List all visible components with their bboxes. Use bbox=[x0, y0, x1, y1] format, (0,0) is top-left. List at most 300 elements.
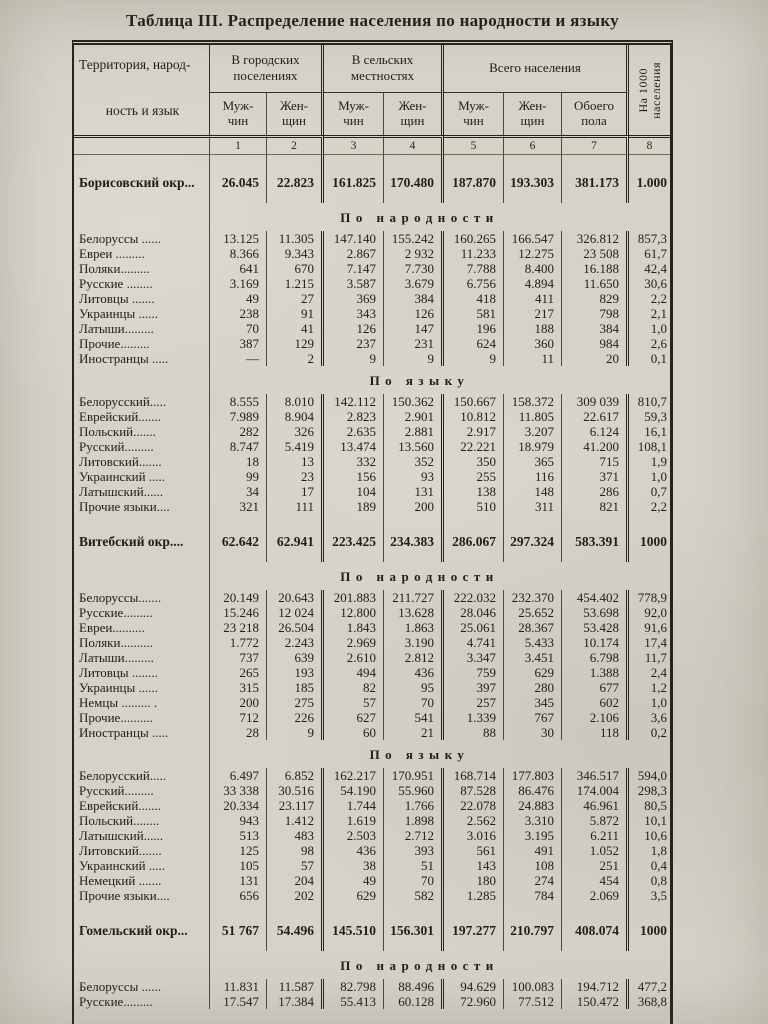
cell: 11.650 bbox=[562, 276, 629, 291]
cell: 20.149 bbox=[210, 590, 267, 605]
cell: 15.246 bbox=[210, 605, 267, 620]
cell: 6.211 bbox=[562, 828, 629, 843]
cell: 147.140 bbox=[324, 231, 384, 246]
cell: 49 bbox=[324, 873, 384, 888]
row-label: Латышский...... bbox=[74, 828, 210, 843]
cell: 34 bbox=[210, 484, 267, 499]
cell: 1.619 bbox=[324, 813, 384, 828]
district-label: Витебский окр.... bbox=[74, 514, 210, 562]
cell: 624 bbox=[444, 336, 504, 351]
cell: 24.883 bbox=[504, 798, 562, 813]
cell: 70 bbox=[384, 695, 444, 710]
cell: 11.305 bbox=[267, 231, 324, 246]
header-group-total: Всего населения bbox=[444, 45, 629, 93]
row-label: Латыши......... bbox=[74, 650, 210, 665]
cell: 8.555 bbox=[210, 394, 267, 409]
row-label: Русский......... bbox=[74, 783, 210, 798]
cell: 11.831 bbox=[210, 979, 267, 994]
cell: 200 bbox=[210, 695, 267, 710]
cell: 88 bbox=[444, 725, 504, 740]
cell: 583.391 bbox=[562, 514, 629, 562]
cell: 0,2 bbox=[650, 725, 667, 740]
cell: 8.747 bbox=[210, 439, 267, 454]
cell: 57 bbox=[324, 695, 384, 710]
page-title: Таблица III. Распределение населения по народности и языку bbox=[126, 11, 619, 30]
section-header-tail bbox=[629, 951, 670, 979]
header-total-both: Обоего пола bbox=[562, 93, 629, 135]
cell: 582 bbox=[384, 888, 444, 903]
cell: 1000 bbox=[640, 534, 667, 549]
header-territory-line2: ность и язык bbox=[105, 103, 180, 118]
cell: 4.741 bbox=[444, 635, 504, 650]
cell: 639 bbox=[267, 650, 324, 665]
header-rural-women: Жен- щин bbox=[384, 93, 444, 135]
cell: 91,6 bbox=[644, 620, 667, 635]
cell: 170.480 bbox=[384, 155, 444, 203]
cell: 602 bbox=[562, 695, 629, 710]
header-total-men: Муж- чин bbox=[444, 93, 504, 135]
cell: 255 bbox=[444, 469, 504, 484]
colnum-spacer bbox=[74, 135, 210, 155]
cell: 9.343 bbox=[267, 246, 324, 261]
cell: 2,2 bbox=[650, 499, 667, 514]
cell: 365 bbox=[504, 454, 562, 469]
cell: 6.798 bbox=[562, 650, 629, 665]
cell: 286.067 bbox=[444, 514, 504, 562]
row-label: Немцы ......... . bbox=[74, 695, 210, 710]
row-label: Еврейский....... bbox=[74, 409, 210, 424]
cell: 8.400 bbox=[504, 261, 562, 276]
cell: 9 bbox=[384, 351, 444, 366]
cell: 11.805 bbox=[504, 409, 562, 424]
colnum-6: 6 bbox=[504, 135, 562, 155]
cell: 784 bbox=[504, 888, 562, 903]
cell: 125 bbox=[210, 843, 267, 858]
cell: 20 bbox=[562, 351, 629, 366]
district-label: Гомельский окр... bbox=[74, 903, 210, 951]
section-header-spacer bbox=[74, 203, 210, 231]
cell: 147 bbox=[384, 321, 444, 336]
cell: 55.413 bbox=[324, 994, 384, 1009]
cell: 384 bbox=[384, 291, 444, 306]
cell: 594,0 bbox=[637, 768, 667, 783]
cell: 118 bbox=[562, 725, 629, 740]
cell: 2.812 bbox=[384, 650, 444, 665]
cell: 297.324 bbox=[504, 514, 562, 562]
cell: 8.904 bbox=[267, 409, 324, 424]
cell: 1.766 bbox=[384, 798, 444, 813]
cell: 131 bbox=[384, 484, 444, 499]
row-label: Литовцы ....... bbox=[74, 291, 210, 306]
cell: 143 bbox=[444, 858, 504, 873]
row-label: Иностранцы ..... bbox=[74, 725, 210, 740]
cell: 222.032 bbox=[444, 590, 504, 605]
cell: 80,5 bbox=[644, 798, 667, 813]
row-label: Немецкий ....... bbox=[74, 873, 210, 888]
cell: 541 bbox=[384, 710, 444, 725]
cell: 2.069 bbox=[562, 888, 629, 903]
cell: 55.960 bbox=[384, 783, 444, 798]
cell: 150.362 bbox=[384, 394, 444, 409]
cell: 129 bbox=[267, 336, 324, 351]
cell: 28.367 bbox=[504, 620, 562, 635]
cell: 193 bbox=[267, 665, 324, 680]
cell: 3.587 bbox=[324, 276, 384, 291]
cell: 7.730 bbox=[384, 261, 444, 276]
cell: 21 bbox=[384, 725, 444, 740]
cell: 368,8 bbox=[637, 994, 667, 1009]
population-table bbox=[74, 45, 670, 1009]
colnum-5: 5 bbox=[444, 135, 504, 155]
cell: 371 bbox=[562, 469, 629, 484]
cell: 397 bbox=[444, 680, 504, 695]
cell: 677 bbox=[562, 680, 629, 695]
cell: 217 bbox=[504, 306, 562, 321]
header-total-women: Жен- щин bbox=[504, 93, 562, 135]
cell: 1.843 bbox=[324, 620, 384, 635]
cell: 13.628 bbox=[384, 605, 444, 620]
cell: 70 bbox=[384, 873, 444, 888]
cell: 810,7 bbox=[637, 394, 667, 409]
cell: 30 bbox=[504, 725, 562, 740]
cell: 418 bbox=[444, 291, 504, 306]
cell: 70 bbox=[210, 321, 267, 336]
cell: 25.061 bbox=[444, 620, 504, 635]
cell: 22.078 bbox=[444, 798, 504, 813]
cell: 1.000 bbox=[636, 175, 667, 190]
row-label: Литовский....... bbox=[74, 843, 210, 858]
colnum-3: 3 bbox=[324, 135, 384, 155]
cell: 857,3 bbox=[637, 231, 667, 246]
cell: 0,4 bbox=[650, 858, 667, 873]
row-label: Украинцы ...... bbox=[74, 306, 210, 321]
section-header-tail bbox=[629, 203, 670, 231]
row-label: Украинский ..... bbox=[74, 858, 210, 873]
cell: 166.547 bbox=[504, 231, 562, 246]
cell: 7.788 bbox=[444, 261, 504, 276]
cell: 321 bbox=[210, 499, 267, 514]
cell: 1,0 bbox=[650, 321, 667, 336]
cell: 454.402 bbox=[562, 590, 629, 605]
cell: 2.881 bbox=[384, 424, 444, 439]
cell: 100.083 bbox=[504, 979, 562, 994]
cell: 1.285 bbox=[444, 888, 504, 903]
header-territory-line1: Территория, народ- bbox=[79, 57, 191, 72]
cell: 326.812 bbox=[562, 231, 629, 246]
row-label: Еврейский....... bbox=[74, 798, 210, 813]
section-header-spacer bbox=[74, 366, 210, 394]
cell: 715 bbox=[562, 454, 629, 469]
header-per1000: На 1000 населения bbox=[635, 61, 663, 119]
cell: 16.188 bbox=[562, 261, 629, 276]
cell: 38 bbox=[324, 858, 384, 873]
cell: 510 bbox=[444, 499, 504, 514]
cell: 737 bbox=[210, 650, 267, 665]
cell: 286 bbox=[562, 484, 629, 499]
cell: 387 bbox=[210, 336, 267, 351]
cell: 2.610 bbox=[324, 650, 384, 665]
cell: 2 bbox=[267, 351, 324, 366]
cell: 10.174 bbox=[562, 635, 629, 650]
cell: 196 bbox=[444, 321, 504, 336]
cell: 298,3 bbox=[637, 783, 667, 798]
cell: 188 bbox=[504, 321, 562, 336]
colnum-4: 4 bbox=[384, 135, 444, 155]
cell: 12.800 bbox=[324, 605, 384, 620]
cell: 11 bbox=[504, 351, 562, 366]
cell: 126 bbox=[324, 321, 384, 336]
cell: 60 bbox=[324, 725, 384, 740]
cell: 72.960 bbox=[444, 994, 504, 1009]
cell: 187.870 bbox=[444, 155, 504, 203]
cell: 87.528 bbox=[444, 783, 504, 798]
header-urban-women: Жен- щин bbox=[267, 93, 324, 135]
cell: 1.388 bbox=[562, 665, 629, 680]
cell: 12 024 bbox=[267, 605, 324, 620]
cell: 309 039 bbox=[562, 394, 629, 409]
row-label: Польский........ bbox=[74, 813, 210, 828]
cell: 5.433 bbox=[504, 635, 562, 650]
cell: 3.169 bbox=[210, 276, 267, 291]
cell: 759 bbox=[444, 665, 504, 680]
row-label: Русские ........ bbox=[74, 276, 210, 291]
cell: 627 bbox=[324, 710, 384, 725]
cell: 7.147 bbox=[324, 261, 384, 276]
row-label: Русские......... bbox=[74, 605, 210, 620]
cell: 17.384 bbox=[267, 994, 324, 1009]
cell: 23 218 bbox=[210, 620, 267, 635]
cell: 194.712 bbox=[562, 979, 629, 994]
cell: 767 bbox=[504, 710, 562, 725]
row-label: Прочие языки.... bbox=[74, 888, 210, 903]
cell: 3,6 bbox=[650, 710, 667, 725]
cell: 53.428 bbox=[562, 620, 629, 635]
cell: 23.117 bbox=[267, 798, 324, 813]
cell: 104 bbox=[324, 484, 384, 499]
cell: 174.004 bbox=[562, 783, 629, 798]
cell: 2.243 bbox=[267, 635, 324, 650]
cell: 0,1 bbox=[650, 351, 667, 366]
cell: 138 bbox=[444, 484, 504, 499]
cell: 408.074 bbox=[562, 903, 629, 951]
cell: 158.372 bbox=[504, 394, 562, 409]
district-label: Борисовский окр... bbox=[74, 155, 210, 203]
cell: 111 bbox=[267, 499, 324, 514]
section-header: По языку bbox=[369, 373, 470, 388]
section-header-tail bbox=[629, 740, 670, 768]
cell: 10,1 bbox=[644, 813, 667, 828]
cell: 311 bbox=[504, 499, 562, 514]
cell: 30.516 bbox=[267, 783, 324, 798]
section-header-spacer bbox=[74, 740, 210, 768]
cell: 17 bbox=[267, 484, 324, 499]
cell: 712 bbox=[210, 710, 267, 725]
cell: 670 bbox=[267, 261, 324, 276]
cell: 13 bbox=[267, 454, 324, 469]
cell: 41 bbox=[267, 321, 324, 336]
cell: 51 767 bbox=[210, 903, 267, 951]
cell: 234.383 bbox=[384, 514, 444, 562]
cell: 6.756 bbox=[444, 276, 504, 291]
cell: 2.503 bbox=[324, 828, 384, 843]
cell: 116 bbox=[504, 469, 562, 484]
cell: 22.617 bbox=[562, 409, 629, 424]
row-label: Латыши......... bbox=[74, 321, 210, 336]
cell: 4.894 bbox=[504, 276, 562, 291]
cell: 7.989 bbox=[210, 409, 267, 424]
cell: 9 bbox=[444, 351, 504, 366]
cell: 131 bbox=[210, 873, 267, 888]
cell: 238 bbox=[210, 306, 267, 321]
cell: 829 bbox=[562, 291, 629, 306]
cell: 5.872 bbox=[562, 813, 629, 828]
cell: 8.010 bbox=[267, 394, 324, 409]
row-label: Прочие.......... bbox=[74, 710, 210, 725]
cell: 2.901 bbox=[384, 409, 444, 424]
cell: 343 bbox=[324, 306, 384, 321]
cell: 91 bbox=[267, 306, 324, 321]
cell: 2.106 bbox=[562, 710, 629, 725]
cell: 41.200 bbox=[562, 439, 629, 454]
cell: 18 bbox=[210, 454, 267, 469]
cell: 88.496 bbox=[384, 979, 444, 994]
cell: 82 bbox=[324, 680, 384, 695]
cell: 436 bbox=[384, 665, 444, 680]
row-label: Белоруссы ...... bbox=[74, 979, 210, 994]
cell: 2 932 bbox=[384, 246, 444, 261]
cell: 145.510 bbox=[324, 903, 384, 951]
cell: 28.046 bbox=[444, 605, 504, 620]
cell: 108 bbox=[504, 858, 562, 873]
cell: 51 bbox=[384, 858, 444, 873]
cell: 161.825 bbox=[324, 155, 384, 203]
cell: 211.727 bbox=[384, 590, 444, 605]
cell: 98 bbox=[267, 843, 324, 858]
cell: 226 bbox=[267, 710, 324, 725]
cell: 13.560 bbox=[384, 439, 444, 454]
cell: 77.512 bbox=[504, 994, 562, 1009]
section-header-tail bbox=[629, 562, 670, 590]
cell: 26.045 bbox=[210, 155, 267, 203]
cell: 6.497 bbox=[210, 768, 267, 783]
cell: 798 bbox=[562, 306, 629, 321]
cell: 1,0 bbox=[650, 695, 667, 710]
cell: 105 bbox=[210, 858, 267, 873]
cell: 17,4 bbox=[644, 635, 667, 650]
cell: 629 bbox=[504, 665, 562, 680]
cell: 1.052 bbox=[562, 843, 629, 858]
row-label: Белорусский..... bbox=[74, 394, 210, 409]
cell: 352 bbox=[384, 454, 444, 469]
section-header: По народности bbox=[340, 958, 499, 973]
cell: 23 508 bbox=[562, 246, 629, 261]
row-label: Литовцы ........ bbox=[74, 665, 210, 680]
cell: 11,7 bbox=[644, 650, 667, 665]
cell: 3.451 bbox=[504, 650, 562, 665]
cell: 95 bbox=[384, 680, 444, 695]
cell: 11.233 bbox=[444, 246, 504, 261]
cell: 49 bbox=[210, 291, 267, 306]
cell: 6.852 bbox=[267, 768, 324, 783]
cell: 168.714 bbox=[444, 768, 504, 783]
cell: 1.339 bbox=[444, 710, 504, 725]
section-header-tail bbox=[629, 366, 670, 394]
colnum-1: 1 bbox=[210, 135, 267, 155]
cell: 12.275 bbox=[504, 246, 562, 261]
cell: 197.277 bbox=[444, 903, 504, 951]
cell: 280 bbox=[504, 680, 562, 695]
section-header: По народности bbox=[340, 569, 499, 584]
section-header-spacer bbox=[74, 562, 210, 590]
cell: 86.476 bbox=[504, 783, 562, 798]
cell: 54.190 bbox=[324, 783, 384, 798]
cell: 25.652 bbox=[504, 605, 562, 620]
cell: 1.412 bbox=[267, 813, 324, 828]
cell: 54.496 bbox=[267, 903, 324, 951]
cell: 3.016 bbox=[444, 828, 504, 843]
cell: 26.504 bbox=[267, 620, 324, 635]
colnum-2: 2 bbox=[267, 135, 324, 155]
cell: 16,1 bbox=[644, 424, 667, 439]
cell: 0,7 bbox=[650, 484, 667, 499]
cell: 1,2 bbox=[650, 680, 667, 695]
cell: 57 bbox=[267, 858, 324, 873]
cell: 3.207 bbox=[504, 424, 562, 439]
row-label: Евреи.......... bbox=[74, 620, 210, 635]
header-urban-men: Муж- чин bbox=[210, 93, 267, 135]
cell: 381.173 bbox=[562, 155, 629, 203]
cell: 1.898 bbox=[384, 813, 444, 828]
row-label: Евреи ......... bbox=[74, 246, 210, 261]
cell: 22.221 bbox=[444, 439, 504, 454]
cell: 28 bbox=[210, 725, 267, 740]
row-label: Украинский ..... bbox=[74, 469, 210, 484]
cell: 1,0 bbox=[650, 469, 667, 484]
cell: 360 bbox=[504, 336, 562, 351]
cell: 237 bbox=[324, 336, 384, 351]
cell: 315 bbox=[210, 680, 267, 695]
cell: 1.744 bbox=[324, 798, 384, 813]
cell: 345 bbox=[504, 695, 562, 710]
cell: 2.867 bbox=[324, 246, 384, 261]
cell: 454 bbox=[562, 873, 629, 888]
cell: 210.797 bbox=[504, 903, 562, 951]
cell: 411 bbox=[504, 291, 562, 306]
cell: 251 bbox=[562, 858, 629, 873]
header-group-rural: В сельских местностях bbox=[324, 45, 444, 93]
cell: 202 bbox=[267, 888, 324, 903]
cell: 61,7 bbox=[644, 246, 667, 261]
cell: 821 bbox=[562, 499, 629, 514]
cell: 656 bbox=[210, 888, 267, 903]
cell: 231 bbox=[384, 336, 444, 351]
cell: 17.547 bbox=[210, 994, 267, 1009]
cell: 3.347 bbox=[444, 650, 504, 665]
cell: 93 bbox=[384, 469, 444, 484]
cell: 2,4 bbox=[650, 665, 667, 680]
cell: 282 bbox=[210, 424, 267, 439]
cell: 59,3 bbox=[644, 409, 667, 424]
cell: 943 bbox=[210, 813, 267, 828]
cell: 155.242 bbox=[384, 231, 444, 246]
cell: 200 bbox=[384, 499, 444, 514]
row-label: Русские......... bbox=[74, 994, 210, 1009]
row-label: Прочие......... bbox=[74, 336, 210, 351]
cell: 162.217 bbox=[324, 768, 384, 783]
cell: 22.823 bbox=[267, 155, 324, 203]
cell: 2.917 bbox=[444, 424, 504, 439]
cell: 201.883 bbox=[324, 590, 384, 605]
